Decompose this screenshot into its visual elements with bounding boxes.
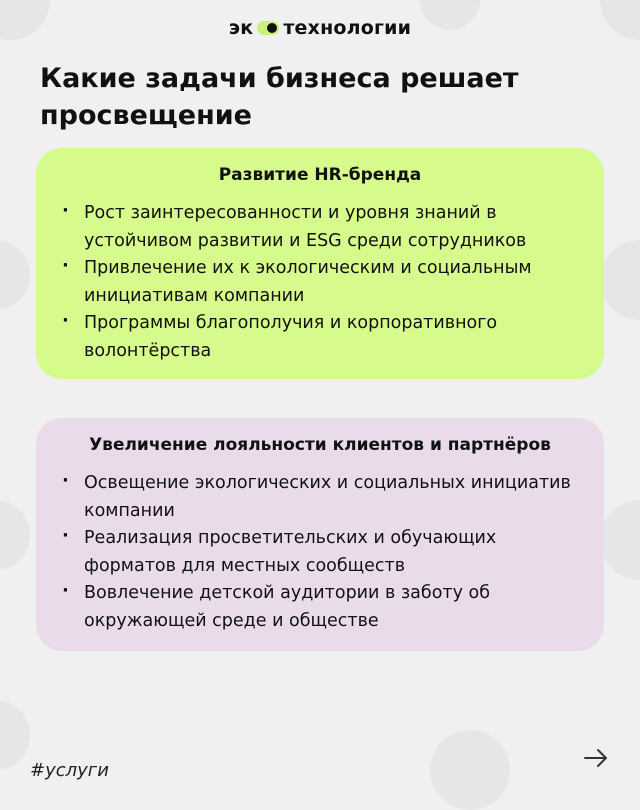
list-item: · Привлечение их к экологическим и социальным инициативам компании — [60, 255, 584, 310]
card-hr-brand — [36, 148, 604, 379]
list-item: · Вовлечение детской аудитории в заботу об окружающей среде и обществе — [60, 580, 584, 635]
bg-circle — [600, 240, 640, 320]
card-loyalty — [36, 418, 604, 651]
logo-text-left: эк — [228, 17, 254, 39]
card-title: Увеличение лояльности клиентов и партнёров — [89, 435, 551, 455]
bg-circle — [0, 500, 30, 570]
bg-circle — [600, 500, 640, 580]
logo-text-right: технологии — [283, 17, 412, 39]
card-title: Развитие HR-бренда — [218, 165, 422, 185]
bg-circle — [0, 700, 30, 770]
hashtag-label: #услуги — [30, 760, 109, 781]
page-title: Какие задачи бизнеса решает просвещение — [40, 63, 519, 131]
list-item: · Рост заинтересованности и уровня знаний в устойчивом развитии и ESG среди сотрудников — [60, 200, 584, 255]
bg-circle — [0, 240, 30, 310]
logo-toggle-icon — [257, 21, 279, 35]
card-item-list — [60, 200, 584, 365]
list-item: · Освещение экологических и социальных инициатив компании — [60, 470, 584, 525]
list-item: · Программы благополучия и корпоративного волонтёрства — [60, 310, 584, 365]
list-item: · Реализация просветительских и обучающих форматов для местных сообществ — [60, 525, 584, 580]
arrow-right-icon[interactable] — [582, 744, 610, 772]
bg-circle — [430, 730, 510, 810]
card-item-list — [60, 470, 584, 635]
brand-logo — [0, 14, 640, 42]
